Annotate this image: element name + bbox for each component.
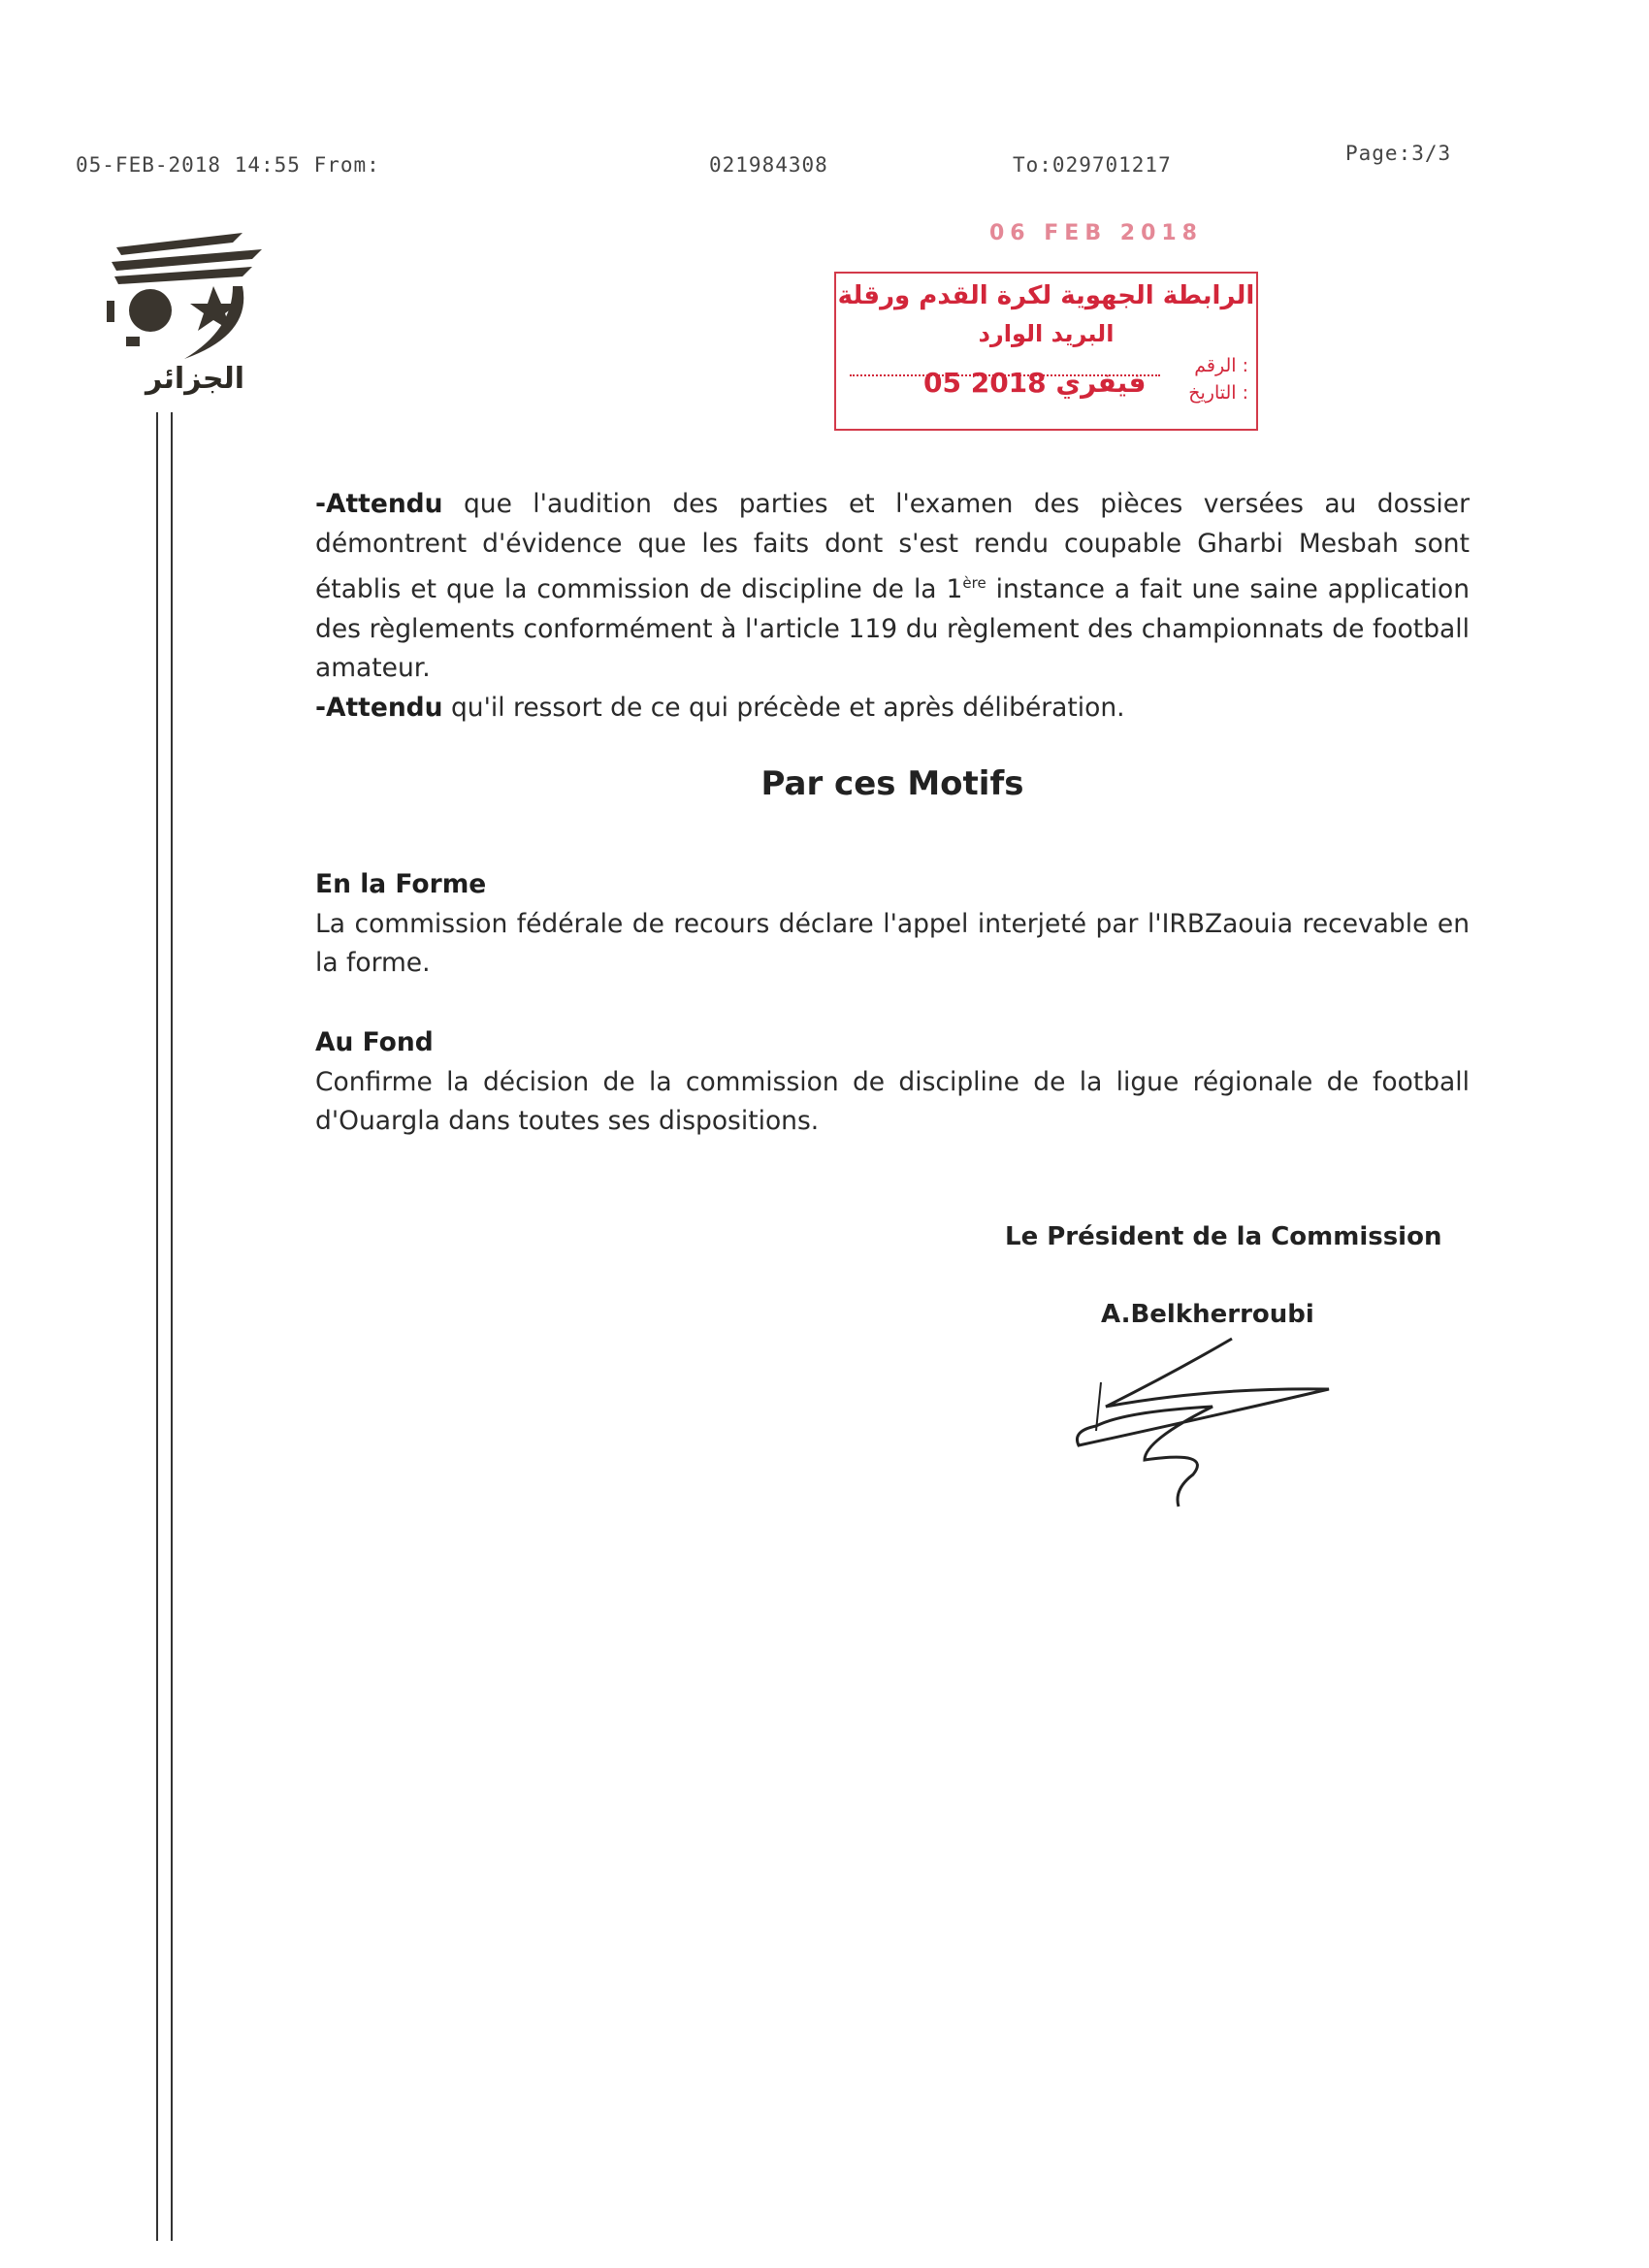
section-title: En la Forme	[315, 869, 487, 899]
superscript: ère	[962, 574, 986, 593]
received-mail-stamp	[834, 272, 1258, 431]
fax-page: Page:3/3	[1345, 142, 1452, 165]
logo-arabic-text: الجزائر	[146, 362, 245, 396]
section-text: Confirme la décision de la commission de discipline de la ligue régionale de football d'Ouargla dans toutes ses dispositions.	[315, 1066, 1470, 1137]
document-body	[315, 485, 1470, 728]
stamp-date-value: 05 فيفري 2018	[923, 367, 1147, 399]
motifs-heading: Par ces Motifs	[760, 764, 1024, 803]
attendu-label: -Attendu	[315, 489, 443, 519]
text: qu'il ressort de ce qui précède et après délibération.	[442, 692, 1125, 723]
stamp-mail-label: البريد الوارد	[978, 320, 1115, 347]
stamp-number-label: الرقم :	[1194, 355, 1248, 376]
paragraph-attendu-1	[315, 485, 1470, 689]
handwritten-signature	[1067, 1334, 1339, 1518]
signatory-title: Le Président de la Commission	[1005, 1222, 1442, 1251]
paragraph-attendu-2	[315, 689, 1470, 729]
stamp-top-date: 06 FEB 2018	[989, 221, 1203, 245]
stamp-league-name: الرابطة الجهوية لكرة القدم ورقلة	[837, 281, 1255, 310]
fax-from-number: 021984308	[709, 153, 828, 177]
federation-logo	[97, 228, 272, 403]
text: que l'audition des parties et l'examen des pièces versées au dossier démontrent d'évidence que les faits dont s'est rendu coupable Gharbi Mesbah sont établis et que la commission de discipline de la 1	[315, 489, 1470, 605]
fax-datetime: 05-FEB-2018 14:55 From:	[76, 153, 380, 177]
section-title: Au Fond	[315, 1027, 434, 1057]
margin-line	[171, 412, 173, 2241]
football-logo-icon	[97, 228, 272, 364]
section-forme	[315, 865, 1470, 984]
stamp-date-label: التاريخ :	[1188, 382, 1248, 404]
signatory-name: A.Belkherroubi	[1101, 1300, 1314, 1329]
section-text: La commission fédérale de recours déclare l'appel interjeté par l'IRBZaouia recevable en la forme.	[315, 908, 1470, 979]
text: instance a fait une saine application des règlements conformément à l'article 119 du règlement des championnats de football amateur.	[315, 574, 1470, 684]
attendu-label: -Attendu	[315, 692, 443, 723]
fax-to-number: To:029701217	[1013, 153, 1172, 177]
margin-line	[156, 412, 158, 2241]
section-fond	[315, 1023, 1470, 1142]
